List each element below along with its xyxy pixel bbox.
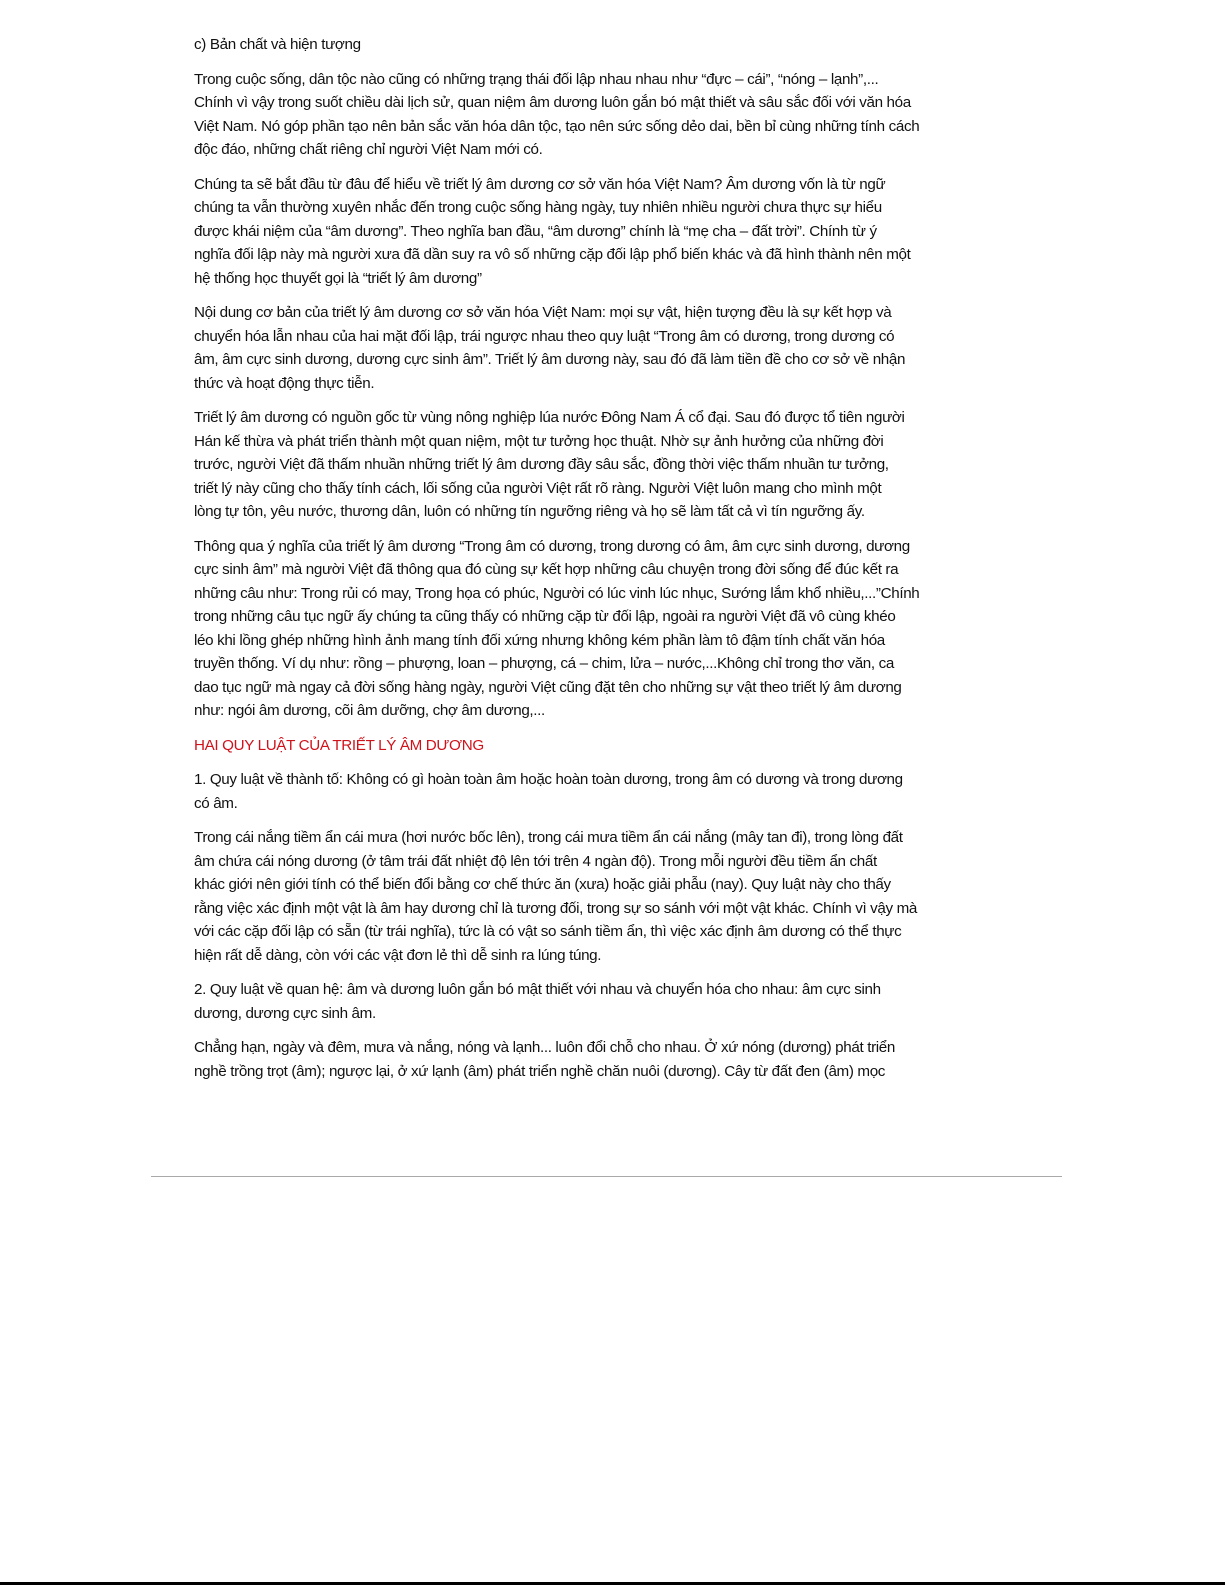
document-page-body (194, 33, 1024, 1094)
text-line: độc đáo, những chất riêng chỉ người Việt Nam mới có. (194, 141, 543, 158)
paragraph (194, 978, 1024, 1025)
text-line: những câu như: Trong rủi có may, Trong họa có phúc, Người có lúc vinh lúc nhục, Sướng lắm khổ nhiều,...”Chính (194, 584, 920, 602)
text-line: nghĩa đối lập này mà người xưa đã dần suy ra vô số những cặp đối lập phổ biến khác và đã hình thành nên một (194, 246, 911, 263)
text-line: truyền thống. Ví dụ như: rồng – phượng, loan – phượng, cá – chim, lửa – nước,...Không chỉ trong thơ văn, ca (194, 655, 894, 672)
text-line: chúng ta vẫn thường xuyên nhắc đến trong cuộc sống hàng ngày, tuy nhiên nhiều người chưa thực sự hiểu (194, 199, 882, 216)
text-line: Thông qua ý nghĩa của triết lý âm dương “Trong âm có dương, trong dương có âm, âm cực sinh dương, dương (194, 537, 910, 555)
text-line: Nội dung cơ bản của triết lý âm dương cơ sở văn hóa Việt Nam: mọi sự vật, hiện tượng đều là sự kết hợp và (194, 304, 892, 321)
text-line: trước, người Việt đã thấm nhuần những triết lý âm dương đầy sâu sắc, đồng thời việc thấm nhuần tư tưởng, (194, 456, 889, 473)
paragraph (194, 1036, 1024, 1083)
text-line: trong những câu tục ngữ ấy chúng ta cũng thấy có những cặp từ đối lập, ngoài ra người Việt đã vô cùng khéo (194, 608, 896, 625)
text-line: HAI QUY LUẬT CỦA TRIẾT LÝ ÂM DƯƠNG (194, 736, 484, 754)
text-line: léo khi lồng ghép những hình ảnh mang tính đối xứng nhưng không kém phần làm tô đậm tính chất văn hóa (194, 631, 885, 649)
paragraph (194, 826, 1024, 967)
text-line: 2. Quy luật về quan hệ: âm và dương luôn gắn bó mật thiết với nhau và chuyển hóa cho nhau: âm cực sinh (194, 981, 881, 998)
text-line: Chính vì vậy trong suốt chiều dài lịch sử, quan niệm âm dương luôn gắn bó mật thiết và sâu sắc đối với văn hóa (194, 94, 911, 111)
text-line: Trong cái nắng tiềm ẩn cái mưa (hơi nước bốc lên), trong cái mưa tiềm ẩn cái nắng (mây tan đi), trong lòng đất (194, 829, 903, 846)
text-line: với các cặp đối lập có sẵn (từ trái nghĩa), tức là có vật so sánh tiềm ẩn, thì việc xác định âm dương có thể thực (194, 923, 902, 940)
text-line: Việt Nam. Nó góp phần tạo nên bản sắc văn hóa dân tộc, tạo nên sức sống dẻo dai, bền bỉ cùng những tính cách (194, 117, 920, 135)
page-break-divider (151, 1176, 1062, 1177)
paragraph (194, 768, 1024, 815)
text-line: có âm. (194, 794, 238, 812)
text-line: cực sinh âm” mà người Việt đã thông qua đó cùng sự kết hợp những câu chuyện trong đời sống để đúc kết ra (194, 561, 899, 578)
text-line: Hán kế thừa và phát triển thành một quan niệm, một tư tưởng học thuật. Nhờ sự ảnh hưởng của những đời (194, 432, 884, 450)
text-line: khác giới nên giới tính có thể biến đổi bằng cơ chế thức ăn (xưa) hoặc giải phẫu (nay). Quy luật này cho thấy (194, 876, 891, 893)
text-line: Chúng ta sẽ bắt đầu từ đâu để hiểu về triết lý âm dương cơ sở văn hóa Việt Nam? Âm dương vốn là từ ngữ (194, 175, 886, 193)
text-line: Trong cuộc sống, dân tộc nào cũng có những trạng thái đối lập nhau nhau như “đực – cái”, “nóng – lạnh”,... (194, 70, 879, 88)
text-line: hiện rất dễ dàng, còn với các vật đơn lẻ thì dễ sinh ra lúng túng. (194, 946, 602, 964)
paragraph (194, 406, 1024, 524)
text-line: 1. Quy luật về thành tố: Không có gì hoàn toàn âm hoặc hoàn toàn dương, trong âm có dương và trong dương (194, 771, 903, 788)
text-line: được khái niệm của “âm dương”. Theo nghĩa ban đầu, “âm dương” chính là “mẹ cha – đất trời”. Chính từ ý (194, 222, 877, 240)
text-line: như: ngói âm dương, cõi âm dưỡng, chợ âm dương,... (194, 702, 545, 719)
text-line: Chẳng hạn, ngày và đêm, mưa và nắng, nóng và lạnh... luôn đổi chỗ cho nhau. Ở xứ nóng (dương) phát triển (194, 1039, 895, 1056)
text-line: dương, dương cực sinh âm. (194, 1004, 376, 1022)
text-line: dao tục ngữ mà ngay cả đời sống hàng ngày, người Việt cũng đặt tên cho những sự vật theo triết lý âm dương (194, 678, 902, 696)
subsection-title (194, 33, 1024, 57)
text-line: chuyển hóa lẫn nhau của hai mặt đối lập, trái ngược nhau theo quy luật “Trong âm có dương, trong dương có (194, 327, 895, 345)
text-line: hệ thống học thuyết gọi là “triết lý âm dương” (194, 269, 482, 287)
text-line: Triết lý âm dương có nguồn gốc từ vùng nông nghiệp lúa nước Đông Nam Á cổ đại. Sau đó được tổ tiên người (194, 409, 905, 426)
text-line: nghề trồng trọt (âm); ngược lại, ở xứ lạnh (âm) phát triển nghề chăn nuôi (dương). Cây từ đất đen (âm) mọc (194, 1062, 886, 1080)
section-heading (194, 734, 1024, 758)
text-line: c) Bản chất và hiện tượng (194, 36, 361, 53)
text-line: triết lý này cũng cho thấy tính cách, lối sống của người Việt rất rõ ràng. Người Việt luôn mang cho mình một (194, 479, 882, 497)
text-line: thức và hoạt động thực tiễn. (194, 374, 375, 392)
paragraph (194, 535, 1024, 723)
text-line: âm chứa cái nóng dương (ở tâm trái đất nhiệt độ lên tới trên 4 ngàn độ). Trong mỗi người đều tiềm ẩn chất (194, 852, 877, 870)
text-line: rằng việc xác định một vật là âm hay dương chỉ là tương đối, trong sự so sánh với một vật khác. Chính vì vậy mà (194, 899, 918, 917)
text-line: âm, âm cực sinh dương, dương cực sinh âm”. Triết lý âm dương này, sau đó đã làm tiền đề cho cơ sở về nhận (194, 351, 906, 368)
paragraph (194, 68, 1024, 162)
paragraph (194, 173, 1024, 291)
paragraph (194, 301, 1024, 395)
text-line: lòng tự tôn, yêu nước, thương dân, luôn có những tín ngưỡng riêng và họ sẽ làm tất cả vì tín ngưỡng ấy. (194, 503, 865, 520)
